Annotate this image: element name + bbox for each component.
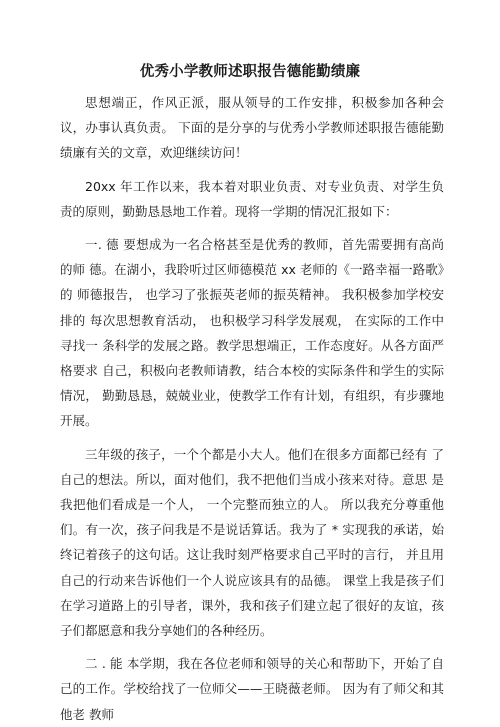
document-title: 优秀小学教师述职报告德能勤绩廉 — [139, 64, 361, 80]
paragraph-section-neng: 二 . 能 本学期，我在各位老师和领导的关心和帮助下，开始了自己的工作。学校给找了一位师父——王晓薇老师。 因为有了师父和其他老 教师 — [60, 656, 444, 722]
paragraph-section-de: 一. 德 要想成为一名合格甚至是优秀的教师，首先需要拥有高尚的师 德。在湖小，我聆听过区师德模范 xx 老师的《一路幸福一路歌》的 师德报告， 也学习了张振英老师的振英精神。 我积极参加学校安排的 每次思想教育活动， 也积极学习科学发展观， 在实际的工作中寻找一 条科学的发展之路。教学思想端正，工作态度好。从各方面严格要求 自己，积极向老教师请教，结合本校的实际条件和学生的实际情况， 勤勤恳恳，兢兢业业，使教学工作有计划，有组织，有步骤地开展。 — [60, 237, 444, 429]
paragraph-students: 三年级的孩子，一个个都是小大人。他们在很多方面都已经有 了自己的想法。所以，面对他们，我不把他们当成小孩来对待。意思 是我把他们看成是一个人， 一个完整而独立的人。 所以我充分尊重他 们。有一次，孩子问我是不是说话算话。我为了 * 实现我的承诺，始 终记着孩子的这句话。这让我时刻严格要求自己平时的言行， 并且用 自己的行动来告诉他们一个人说应该具有的品德。 课堂上我是孩子们 在学习道路上的引导者，课外，我和孩子们建立起了很好的友谊，孩 子们都愿意和我分享她们的各种经历。 — [60, 446, 444, 639]
document-body — [60, 90, 444, 727]
paragraph-overview: 20xx 年工作以来，我本着对职业负责、对专业负责、对学生负 责的原则，勤勤恳恳地工作着。现将一学期的情况汇报如下： — [60, 178, 444, 219]
paragraph-intro: 思想端正，作风正派，服从领导的工作安排，积极参加各种会 议，办事认真负责。 下面的是分享的与优秀小学教师述职报告德能勤 绩廉有关的文章，欢迎继续访问！ — [60, 95, 444, 161]
